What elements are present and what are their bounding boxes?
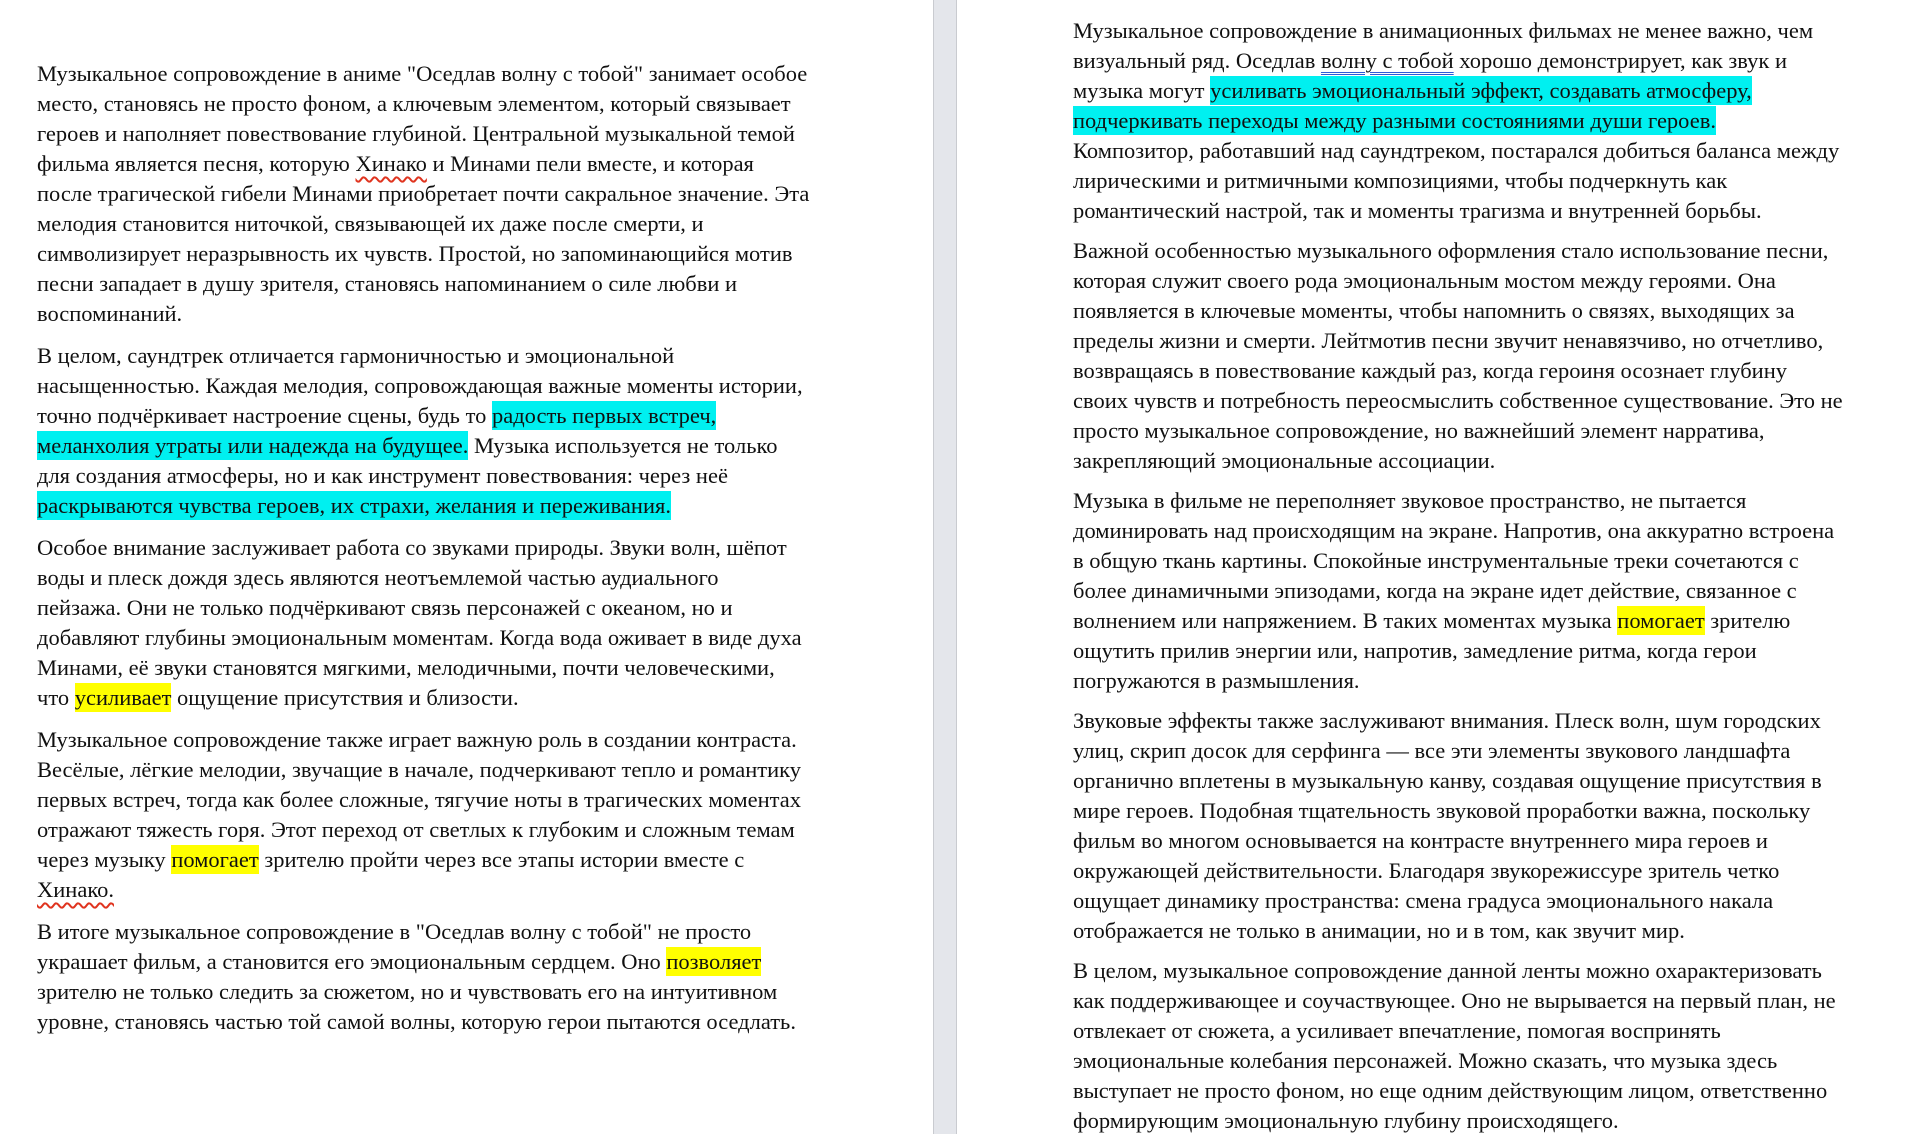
text-line	[1073, 46, 1920, 76]
text-run: В целом, музыкальное сопровождение данной ленты можно охарактеризовать	[1073, 958, 1822, 983]
text-run: первых встреч, тогда как более сложные, тягучие ноты в трагических моментах	[37, 787, 802, 812]
text-line	[37, 431, 933, 461]
highlight-cyan-run: усиливать эмоциональный эффект, создавать атмосферу,	[1210, 78, 1752, 103]
highlight-cyan-run: меланхолия утраты или надежда на будущее.	[37, 433, 469, 458]
text-line	[37, 1007, 933, 1037]
grammar-flagged-phrase: волну с тобой	[1320, 48, 1454, 73]
text-line	[37, 89, 933, 119]
text-line	[37, 491, 933, 521]
text-run: Весёлые, лёгкие мелодии, звучащие в начале, подчеркивают тепло и романтику	[37, 757, 802, 782]
text-run: Музыкальное сопровождение в анимационных фильмах не менее важно, чем	[1073, 18, 1814, 43]
text-run: Музыкальное сопровождение в аниме "Оседлав волну с тобой" занимает особое	[37, 61, 808, 86]
text-line	[1073, 766, 1920, 796]
text-run: в общую ткань картины. Спокойные инструментальные треки сочетаются с	[1073, 548, 1799, 573]
text-line	[1073, 516, 1920, 546]
paragraph	[37, 917, 933, 1037]
paragraph	[1073, 16, 1920, 226]
text-run: органично вплетены в музыкальную канву, создавая ощущение присутствия в	[1073, 768, 1822, 793]
text-run: отражают тяжесть горя. Этот переход от светлых к глубоким и сложным темам	[37, 817, 795, 842]
highlight-yellow-run: усиливает	[74, 685, 172, 710]
text-line	[37, 875, 933, 905]
text-line	[37, 119, 933, 149]
text-run: Важной особенностью музыкального оформления стало использование песни,	[1073, 238, 1829, 263]
text-line	[1073, 706, 1920, 736]
text-line	[1073, 1076, 1920, 1106]
text-run: формирующим эмоциональную глубину происходящего.	[1073, 1108, 1619, 1133]
text-line	[1073, 856, 1920, 886]
text-line	[1073, 416, 1920, 446]
text-run: песни западает в душу зрителя, становясь напоминанием о силе любви и	[37, 271, 738, 296]
text-run: уровне, становясь частью той самой волны, которую герои пытаются оседлать.	[37, 1009, 796, 1034]
text-run: более динамичными эпизодами, когда на экране идет действие, связанное с	[1073, 578, 1797, 603]
text-line	[1073, 736, 1920, 766]
text-run: фильм во многом основывается на контрасте внутреннего мира героев и	[1073, 828, 1768, 853]
text-line	[37, 623, 933, 653]
text-run: ощутить прилив энергии или, напротив, замедление ритма, когда герои	[1073, 638, 1757, 663]
text-line	[37, 401, 933, 431]
text-line	[1073, 296, 1920, 326]
text-run: украшает фильм, а становится его эмоциональным сердцем. Оно	[37, 949, 667, 974]
text-line	[37, 725, 933, 755]
highlight-cyan-run: раскрываются чувства героев, их страхи, желания и переживания.	[37, 493, 671, 518]
document-page-right[interactable]	[957, 0, 1920, 1134]
text-line	[37, 461, 933, 491]
document-page-left[interactable]	[0, 0, 933, 1134]
text-line	[37, 299, 933, 329]
text-run: воды и плеск дождя здесь являются неотъемлемой частью аудиального	[37, 565, 719, 590]
text-run: улиц, скрип досок для серфинга — все эти элементы звукового ландшафта	[1073, 738, 1791, 763]
text-line	[37, 533, 933, 563]
text-run: героев и наполняет повествование глубиной. Центральной музыкальной темой	[37, 121, 795, 146]
text-run: что	[37, 685, 75, 710]
text-run: возвращаясь в повествование каждый раз, когда героиня осознает глубину	[1073, 358, 1787, 383]
text-run: выступает не просто фоном, но еще одним действующим лицом, ответственно	[1073, 1078, 1828, 1103]
text-run: точно подчёркивает настроение сцены, будь то	[37, 403, 492, 428]
text-line	[37, 815, 933, 845]
text-run: эмоциональные колебания персонажей. Можно сказать, что музыка здесь	[1073, 1048, 1778, 1073]
text-line	[1073, 196, 1920, 226]
text-run: просто музыкальное сопровождение, но важнейший элемент нарратива,	[1073, 418, 1765, 443]
text-run: фильма является песня, которую	[37, 151, 356, 176]
spellcheck-flagged-word: Хинако.	[37, 877, 114, 902]
highlight-cyan-run: подчеркивать переходы между разными состояниями души героев.	[1073, 108, 1716, 133]
text-run: отображается не только в анимации, но и в том, как звучит мир.	[1073, 918, 1685, 943]
paragraph	[1073, 236, 1920, 476]
text-run: мелодия становится ниточкой, связывающей их даже после смерти, и	[37, 211, 704, 236]
text-run: музыка могут	[1073, 78, 1211, 103]
text-line	[37, 59, 933, 89]
text-run: воспоминаний.	[37, 301, 183, 326]
text-run: зрителю не только следить за сюжетом, но и чувствовать его на интуитивном	[37, 979, 778, 1004]
text-line	[37, 179, 933, 209]
text-line	[1073, 356, 1920, 386]
text-line	[1073, 1016, 1920, 1046]
spellcheck-flagged-word: Хинако	[355, 151, 427, 176]
text-run: символизирует неразрывность их чувств. Простой, но запоминающийся мотив	[37, 241, 793, 266]
text-line	[1073, 446, 1920, 476]
paragraph	[1073, 956, 1920, 1134]
text-line	[1073, 546, 1920, 576]
text-line	[37, 209, 933, 239]
text-run: место, становясь не просто фоном, а ключевым элементом, который связывает	[37, 91, 791, 116]
text-line	[1073, 266, 1920, 296]
text-run: Композитор, работавший над саундтреком, постарался добиться баланса между	[1073, 138, 1840, 163]
text-run: после трагической гибели Минами приобретает почти сакральное значение. Эта	[37, 181, 810, 206]
text-run: мире героев. Подобная тщательность звуковой проработки важна, поскольку	[1073, 798, 1811, 823]
page-gap-divider	[933, 0, 957, 1134]
text-line	[1073, 1046, 1920, 1076]
text-run: доминировать над происходящим на экране. Напротив, она аккуратно встроена	[1073, 518, 1835, 543]
text-line	[1073, 826, 1920, 856]
text-run: через музыку	[37, 847, 172, 872]
text-run: пределы жизни и смерти. Лейтмотив песни звучит ненавязчиво, но отчетливо,	[1073, 328, 1824, 353]
text-run: хорошо демонстрирует, как звук и	[1453, 48, 1787, 73]
text-line	[37, 917, 933, 947]
text-line	[1073, 106, 1920, 136]
text-line	[37, 239, 933, 269]
text-line	[37, 683, 933, 713]
text-line	[37, 371, 933, 401]
text-line	[1073, 166, 1920, 196]
text-line	[1073, 956, 1920, 986]
paragraph	[1073, 706, 1920, 946]
text-run: для создания атмосферы, но и как инструмент повествования: через неё	[37, 463, 728, 488]
text-run: насыщенностью. Каждая мелодия, сопровождающая важные моменты истории,	[37, 373, 803, 398]
text-line	[1073, 386, 1920, 416]
text-line	[1073, 986, 1920, 1016]
text-run: и Минами пели вместе, и которая	[426, 151, 754, 176]
text-line	[1073, 636, 1920, 666]
text-line	[37, 755, 933, 785]
text-run: которая служит своего рода эмоциональным мостом между героями. Она	[1073, 268, 1776, 293]
text-line	[37, 785, 933, 815]
text-line	[1073, 1106, 1920, 1134]
paragraph	[37, 341, 933, 521]
text-run: зрителю пройти через все этапы истории вместе с	[258, 847, 745, 872]
text-line	[1073, 486, 1920, 516]
text-run: Музыкальное сопровождение также играет важную роль в создании контраста.	[37, 727, 797, 752]
text-line	[37, 593, 933, 623]
text-run: появляется в ключевые моменты, чтобы напомнить о связях, выходящих за	[1073, 298, 1795, 323]
text-run: В итоге музыкальное сопровождение в "Оседлав волну с тобой" не просто	[37, 919, 752, 944]
paragraph	[37, 59, 933, 329]
text-run: Музыка в фильме не переполняет звуковое пространство, не пытается	[1073, 488, 1747, 513]
text-line	[37, 977, 933, 1007]
text-run: пейзажа. Они не только подчёркивают связь персонажей с океаном, но и	[37, 595, 733, 620]
text-run: Музыка используется не только	[468, 433, 778, 458]
paragraph	[37, 533, 933, 713]
text-run: зрителю	[1704, 608, 1791, 633]
text-run: Звуковые эффекты также заслуживают внимания. Плеск волн, шум городских	[1073, 708, 1821, 733]
text-run: Минами, её звуки становятся мягкими, мелодичными, почти человеческими,	[37, 655, 775, 680]
text-run: ощущает динамику пространства: смена градуса эмоционального накала	[1073, 888, 1774, 913]
text-line	[1073, 606, 1920, 636]
text-run: волнением или напряжением. В таких моментах музыка	[1073, 608, 1618, 633]
text-run: лирическими и ритмичными композициями, чтобы подчеркнуть как	[1073, 168, 1728, 193]
text-line	[1073, 16, 1920, 46]
text-run: визуальный ряд. Оседлав	[1073, 48, 1321, 73]
text-line	[37, 563, 933, 593]
text-line	[1073, 576, 1920, 606]
text-line	[1073, 886, 1920, 916]
text-line	[1073, 326, 1920, 356]
text-line	[1073, 796, 1920, 826]
text-line	[1073, 236, 1920, 266]
text-line	[37, 947, 933, 977]
text-run: погружаются в размышления.	[1073, 668, 1360, 693]
text-run: добавляют глубины эмоциональным моментам. Когда вода оживает в виде духа	[37, 625, 802, 650]
text-run: Особое внимание заслуживает работа со звуками природы. Звуки волн, шёпот	[37, 535, 787, 560]
text-line	[1073, 76, 1920, 106]
highlight-yellow-run: позволяет	[666, 949, 762, 974]
text-run: романтический настрой, так и моменты трагизма и внутренней борьбы.	[1073, 198, 1762, 223]
text-run: своих чувств и потребность переосмыслить собственное существование. Это не	[1073, 388, 1843, 413]
text-line	[37, 653, 933, 683]
text-line	[1073, 666, 1920, 696]
text-run: В целом, саундтрек отличается гармоничностью и эмоциональной	[37, 343, 675, 368]
highlight-yellow-run: помогает	[171, 847, 259, 872]
text-line	[37, 341, 933, 371]
text-line	[37, 845, 933, 875]
text-run: ощущение присутствия и близости.	[171, 685, 519, 710]
text-run: как поддерживающее и соучаствующее. Оно не вырывается на первый план, не	[1073, 988, 1836, 1013]
text-run: окружающей действительности. Благодаря звукорежиссуре зритель четко	[1073, 858, 1780, 883]
text-run: отвлекает от сюжета, а усиливает впечатление, помогая воспринять	[1073, 1018, 1721, 1043]
text-run: закрепляющий эмоциональные ассоциации.	[1073, 448, 1496, 473]
highlight-cyan-run: радость первых встреч,	[491, 403, 717, 428]
text-line	[37, 149, 933, 179]
text-line	[37, 269, 933, 299]
paragraph	[37, 725, 933, 905]
paragraph	[1073, 486, 1920, 696]
text-line	[1073, 136, 1920, 166]
text-line	[1073, 916, 1920, 946]
highlight-yellow-run: помогает	[1617, 608, 1705, 633]
